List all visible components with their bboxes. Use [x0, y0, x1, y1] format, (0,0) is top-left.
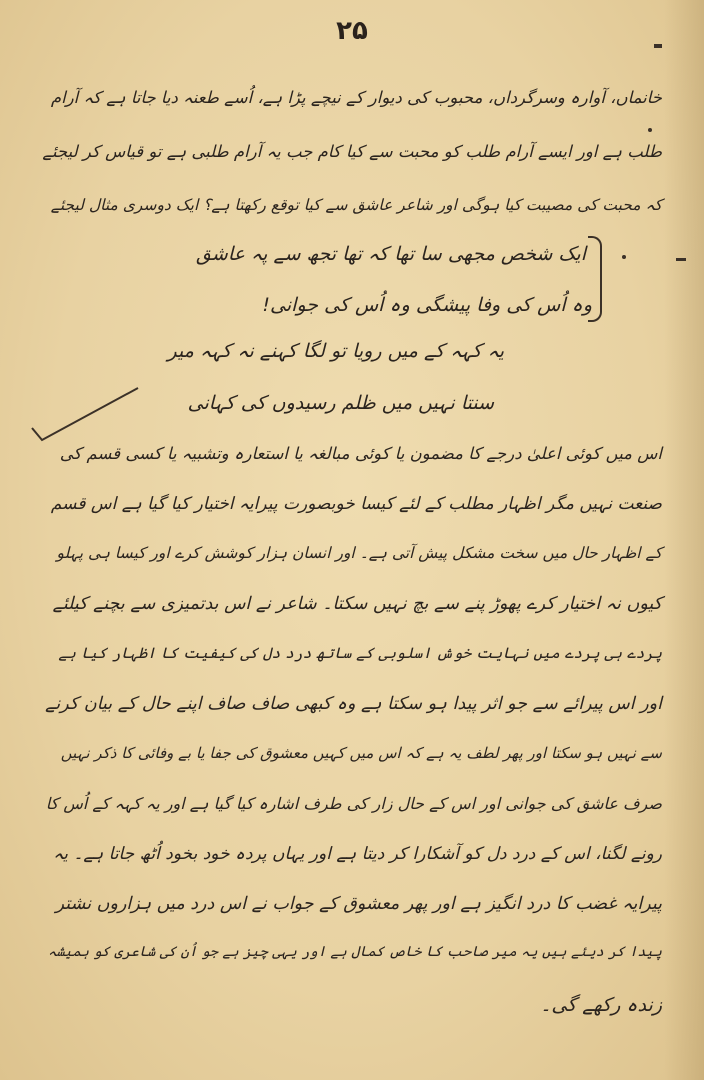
paragraph-line: صرف عاشق کی جوانی اور اس کے حال زار کی طرف اشارہ کیا گیا ہے اور یہ کہہ کے اُس کا: [45, 794, 662, 813]
paragraph-line: کہ محبت کی مصیبت کیا ہوگی اور شاعر عاشق سے کیا توقع رکھتا ہے؟ ایک دوسری مثال لیجئے: [50, 196, 662, 214]
verse-line: یہ کہہ کے میں رویا تو لگا کہنے نہ کہہ میر: [167, 340, 504, 362]
paragraph-line: سے نہیں ہو سکتا اور پھر لطف یہ ہے کہ اس میں کہیں معشوق کی جفا یا بے وفائی کا ذکر نہیں: [60, 744, 662, 762]
paragraph-line: پردے ہی پردے میں نہایت خوش اسلوبی کے ساتھ درد دل کی کیفیت کا اظہار کیا ہے: [58, 644, 662, 662]
verse-line: ایک شخص مجھی سا تھا کہ تھا تجھ سے پہ عاشق: [196, 243, 586, 265]
paragraph-line: صنعت نہیں مگر اظہار مطلب کے لئے کیسا خوبصورت پیرایہ اختیار کیا گیا ہے اس قسم: [50, 494, 662, 514]
verse-line: وہ اُس کی وفا پیشگی وہ اُس کی جوانی!: [262, 294, 592, 316]
check-mark-icon: [30, 384, 140, 444]
margin-dot: [622, 255, 626, 259]
paragraph-line: اور اس پیرائے سے جو اثر پیدا ہو سکتا ہے وہ کبھی صاف صاف اپنے حال کے بیان کرنے: [45, 694, 662, 714]
paragraph-line: اس میں کوئی اعلیٰ درجے کا مضمون یا کوئی مبالغہ یا استعارہ وتشبیہ یا کسی قسم کی: [59, 444, 662, 463]
page-edge-shadow: [664, 0, 704, 1080]
page-number: ۲۵: [336, 16, 368, 46]
paragraph-line: رونے لگنا، اس کے درد دل کو آشکارا کر دیتا ہے اور یہاں پردہ خود بخود اُٹھ جاتا ہے۔ یہ: [53, 844, 662, 864]
paragraph-line: کے اظہار حال میں سخت مشکل پیش آتی ہے۔ اور انسان ہزار کوشش کرے اور کیسا ہی پہلو: [56, 544, 662, 562]
margin-dot: [648, 128, 652, 132]
paragraph-line: پیدا کر دیئے ہیں یہ میر صاحب کا خاص کمال ہے اور یہی چیز ہے جو اُن کی شاعری کو ہمیشہ: [47, 944, 662, 960]
paragraph-line: پیرایہ غضب کا درد انگیز ہے اور پھر معشوق کے جواب نے اس درد میں ہزاروں نشتر: [55, 894, 662, 914]
paragraph-line: کیوں نہ اختیار کرے پھوڑ پنے سے بچ نہیں سکتا۔ شاعر نے اس بدتمیزی سے بچنے کیلئے: [52, 594, 662, 614]
paragraph-line: خانماں، آوارہ وسرگرداں، محبوب کی دیوار کے نیچے پڑا ہے، اُسے طعنہ دیا جاتا ہے کہ آرام: [50, 88, 662, 107]
margin-mark: [676, 258, 686, 261]
paragraph-line: زندہ رکھے گی۔: [540, 994, 662, 1016]
paragraph-line: طلب ہے اور ایسے آرام طلب کو محبت سے کیا کام جب یہ آرام طلبی ہے تو قیاس کر لیجئے: [42, 142, 662, 161]
verse-line: سنتا نہیں میں ظلم رسیدوں کی کہانی: [187, 392, 494, 414]
